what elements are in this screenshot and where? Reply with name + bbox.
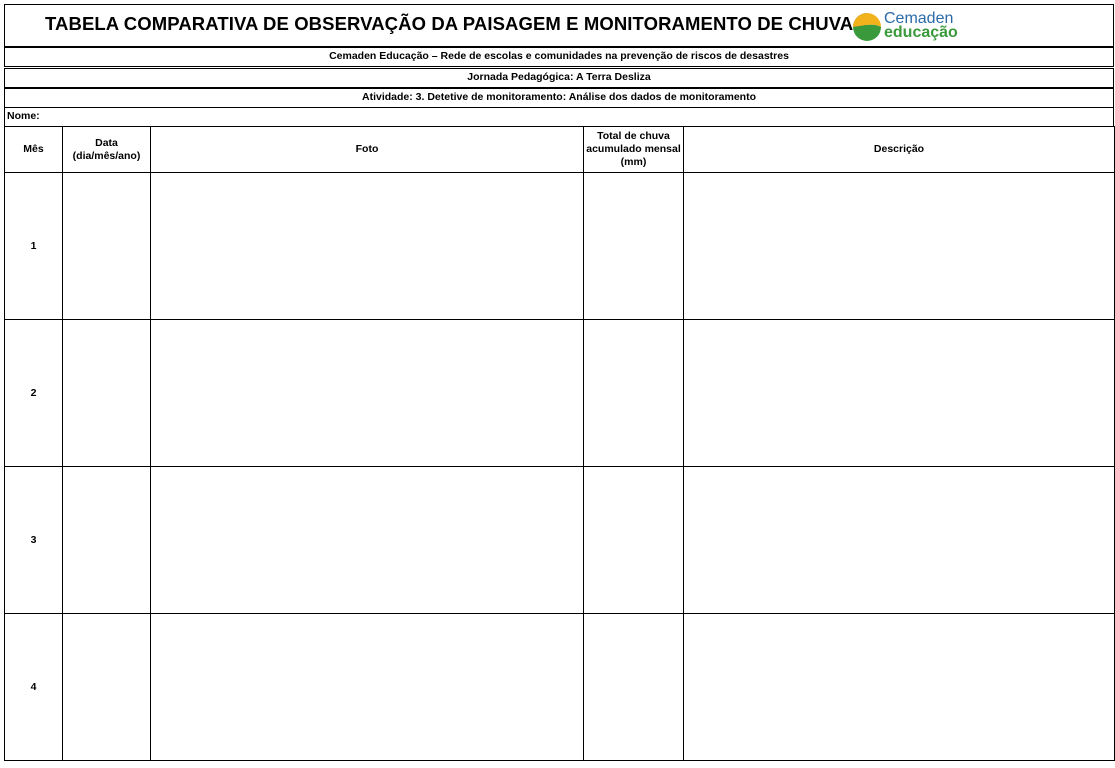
month-cell: 1 [5, 173, 63, 320]
column-header-description [684, 127, 1115, 173]
column-header-date [63, 127, 151, 173]
table-row [5, 173, 1115, 320]
date-cell[interactable] [63, 467, 151, 614]
cemaden-logo [852, 11, 972, 43]
month-cell: 3 [5, 467, 63, 614]
rain-total-cell[interactable] [584, 320, 684, 467]
description-cell[interactable] [684, 173, 1115, 320]
network-subtitle: Cemaden Educação – Rede de escolas e comunidades na prevenção de riscos de desastres [4, 47, 1114, 67]
photo-cell[interactable] [151, 320, 584, 467]
cemaden-logo-icon [852, 12, 882, 42]
month-cell: 2 [5, 320, 63, 467]
table-row [5, 320, 1115, 467]
rain-total-cell[interactable] [584, 467, 684, 614]
column-header-description-label: Descrição [873, 143, 925, 155]
column-header-month-label: Mês [23, 143, 44, 155]
rain-total-cell[interactable] [584, 173, 684, 320]
column-header-rain-line3: (mm) [620, 156, 647, 168]
page-title: TABELA COMPARATIVA DE OBSERVAÇÃO DA PAISAGEM E MONITORAMENTO DE CHUVA [45, 13, 854, 34]
rain-total-cell[interactable] [584, 614, 684, 761]
logo-text-cemaden: Cemaden [884, 10, 954, 27]
activity-subtitle: Atividade: 3. Detetive de monitoramento: Análise dos dados de monitoramento [4, 88, 1114, 108]
description-cell[interactable] [684, 467, 1115, 614]
photo-cell[interactable] [151, 173, 584, 320]
description-cell[interactable] [684, 320, 1115, 467]
name-label: Nome: [7, 110, 40, 122]
date-cell[interactable] [63, 173, 151, 320]
journey-subtitle: Jornada Pedagógica: A Terra Desliza [4, 68, 1114, 88]
name-field[interactable] [4, 107, 1114, 127]
logo-text-educacao: educação [884, 24, 958, 41]
description-cell[interactable] [684, 614, 1115, 761]
photo-cell[interactable] [151, 467, 584, 614]
column-header-date-line1: Data [95, 136, 118, 149]
column-header-rain-line2: acumulado mensal [586, 143, 681, 155]
table-row [5, 614, 1115, 761]
date-cell[interactable] [63, 614, 151, 761]
month-cell: 4 [5, 614, 63, 761]
photo-cell[interactable] [151, 614, 584, 761]
column-header-rain [584, 127, 684, 173]
column-header-month [5, 127, 63, 173]
column-header-photo [151, 127, 584, 173]
title-bar [4, 4, 1114, 47]
date-cell[interactable] [63, 320, 151, 467]
worksheet [4, 4, 1114, 765]
table-row [5, 467, 1115, 614]
table-header-row [5, 127, 1115, 173]
column-header-date-line2: (dia/mês/ano) [72, 149, 141, 162]
observation-table [4, 126, 1115, 761]
column-header-rain-line1: Total de chuva [597, 130, 670, 142]
column-header-photo-label: Foto [355, 143, 379, 155]
